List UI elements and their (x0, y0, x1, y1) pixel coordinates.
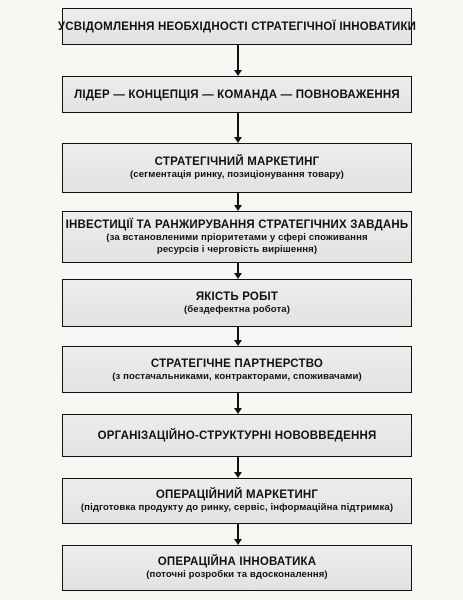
step-subtitle: (бездефектна робота) (183, 304, 291, 315)
step-title: СТРАТЕГІЧНИЙ МАРКЕТИНГ (154, 156, 320, 168)
step-subtitle: (підготовка продукту до ринку, сервіс, інформаційна підтримка) (80, 502, 394, 513)
step-title: ЛІДЕР — КОНЦЕПЦІЯ — КОМАНДА — ПОВНОВАЖЕННЯ (74, 88, 400, 101)
step-title: ОПЕРАЦІЙНА ІННОВАТИКА (157, 556, 317, 568)
step-subtitle: (поточні розробки та вдосконалення) (146, 569, 328, 580)
step-box-leader (62, 76, 412, 113)
connector-line (237, 113, 239, 137)
step-subtitle: (з постачальниками, контракторами, споживачами) (112, 370, 362, 382)
step-box-quality (62, 279, 412, 327)
step-title: ІНВЕСТИЦІЇ ТА РАНЖИРУВАННЯ СТРАТЕГІЧНИХ ЗАВДАНЬ (65, 219, 409, 231)
connector-line (237, 327, 239, 340)
step-box-partnership (62, 346, 412, 393)
step-box-strategic-marketing (62, 143, 412, 193)
step-title: ОРГАНІЗАЦІЙНО-СТРУКТУРНІ НОВОВВЕДЕННЯ (97, 429, 377, 442)
step-title: УСВІДОМЛЕННЯ НЕОБХІДНОСТІ СТРАТЕГІЧНОЇ ІННОВАТИКИ (57, 20, 417, 33)
connector-line (237, 45, 239, 70)
step-box-awareness (57, 8, 417, 45)
step-subtitle: (сегментація ринку, позиціонування товару) (130, 169, 344, 180)
step-title: СТРАТЕГІЧНЕ ПАРТНЕРСТВО (150, 357, 324, 370)
step-title: ОПЕРАЦІЙНИЙ МАРКЕТИНГ (155, 489, 319, 501)
connector-line (237, 393, 239, 408)
step-box-investments (62, 211, 412, 263)
step-box-org-structure (62, 414, 412, 457)
step-subtitle: (за встановленими пріоритетами у сфері споживання ресурсів і черговість вирішення) (106, 232, 368, 255)
connector-line (237, 193, 239, 205)
step-title: ЯКІСТЬ РОБІТ (195, 291, 279, 303)
step-box-operational-innovation (62, 545, 412, 591)
connector-line (237, 263, 239, 273)
connector-line (237, 457, 239, 472)
connector-line (237, 524, 239, 539)
step-box-operational-marketing (62, 478, 412, 524)
